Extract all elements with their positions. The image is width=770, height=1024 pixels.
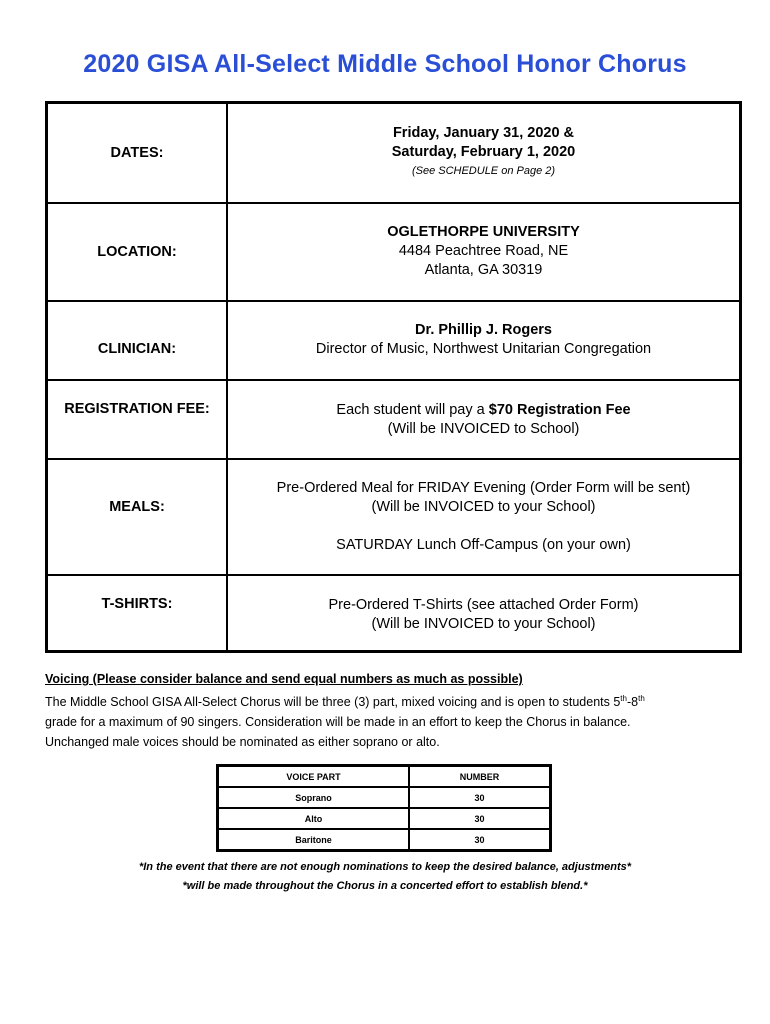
location-street: 4484 Peachtree Road, NE xyxy=(398,243,569,259)
table-row xyxy=(218,829,551,851)
location-value xyxy=(227,203,741,301)
voice-header-part: VOICE PART xyxy=(218,766,410,788)
clinician-name: Dr. Phillip J. Rogers xyxy=(415,322,552,338)
voicing-sup1: th xyxy=(620,694,627,703)
dates-value xyxy=(227,103,741,203)
event-info-table xyxy=(45,101,742,653)
voice-number-cell: 30 xyxy=(409,829,551,851)
registration-value xyxy=(227,380,741,459)
dates-note: (See SCHEDULE on Page 2) xyxy=(411,165,556,178)
voice-part-cell: Alto xyxy=(218,808,410,829)
registration-fee: $70 Registration Fee xyxy=(488,401,631,418)
voice-number-cell: 30 xyxy=(409,808,551,829)
footnote-line1: *In the event that there are not enough nominations to keep the desired balance, adjustments* xyxy=(138,861,632,873)
voicing-sup2: th xyxy=(638,694,645,703)
voice-number-cell: 30 xyxy=(409,787,551,808)
meals-line3: SATURDAY Lunch Off-Campus (on your own) xyxy=(336,536,631,553)
voicing-text1: The Middle School GISA All-Select Chorus will be three (3) part, mixed voicing and is open to students 5 xyxy=(45,695,621,710)
registration-row xyxy=(47,380,741,459)
tshirts-label: T-SHIRTS: xyxy=(47,575,228,652)
clinician-role: Director of Music, Northwest Unitarian Congregation xyxy=(315,341,652,357)
voice-part-table xyxy=(216,764,552,852)
table-row xyxy=(218,808,551,829)
registration-line xyxy=(228,401,739,420)
location-city: Atlanta, GA 30319 xyxy=(424,262,543,278)
voice-table-header xyxy=(218,766,551,788)
meals-value xyxy=(227,459,741,575)
location-label: LOCATION: xyxy=(47,203,228,301)
footnote xyxy=(0,858,770,896)
meals-row xyxy=(47,459,741,575)
page-title: 2020 GISA All-Select Middle School Honor Chorus xyxy=(83,50,687,78)
voice-header-number: NUMBER xyxy=(409,766,551,788)
registration-prefix: Each student will pay a xyxy=(336,401,489,418)
tshirts-line1: Pre-Ordered T-Shirts (see attached Order Form) xyxy=(328,596,639,613)
location-row xyxy=(47,203,741,301)
dates-label: DATES: xyxy=(47,103,228,203)
meals-label: MEALS: xyxy=(47,459,228,575)
voicing-dash: -8 xyxy=(626,695,639,710)
tshirts-row xyxy=(47,575,741,652)
registration-invoice: (Will be INVOICED to School) xyxy=(387,420,580,437)
tshirts-line2: (Will be INVOICED to your School) xyxy=(371,615,596,632)
voicing-heading: Voicing (Please consider balance and send equal numbers as much as possible) xyxy=(45,672,523,686)
footnote-line2: *will be made throughout the Chorus in a concerted effort to establish blend.* xyxy=(182,880,588,892)
table-row xyxy=(218,787,551,808)
voice-part-cell: Baritone xyxy=(218,829,410,851)
voice-part-cell: Soprano xyxy=(218,787,410,808)
clinician-row xyxy=(47,301,741,380)
meals-line1: Pre-Ordered Meal for FRIDAY Evening (Order Form will be sent) xyxy=(276,479,691,496)
clinician-value xyxy=(227,301,741,380)
voicing-line3: Unchanged male voices should be nominated as either soprano or alto. xyxy=(45,735,440,750)
clinician-label: CLINICIAN: xyxy=(47,301,228,380)
dates-row xyxy=(47,103,741,203)
location-name: OGLETHORPE UNIVERSITY xyxy=(387,224,580,240)
meals-line2: (Will be INVOICED to your School) xyxy=(371,498,596,515)
voicing-section xyxy=(45,669,735,752)
voicing-line1 xyxy=(45,689,735,712)
dates-line2: Saturday, February 1, 2020 xyxy=(391,144,576,161)
registration-label: REGISTRATION FEE: xyxy=(47,380,228,459)
voicing-line2: grade for a maximum of 90 singers. Consideration will be made in an effort to keep the Chorus in balance. xyxy=(45,715,631,730)
tshirts-value xyxy=(227,575,741,652)
dates-line1: Friday, January 31, 2020 & xyxy=(392,125,575,142)
